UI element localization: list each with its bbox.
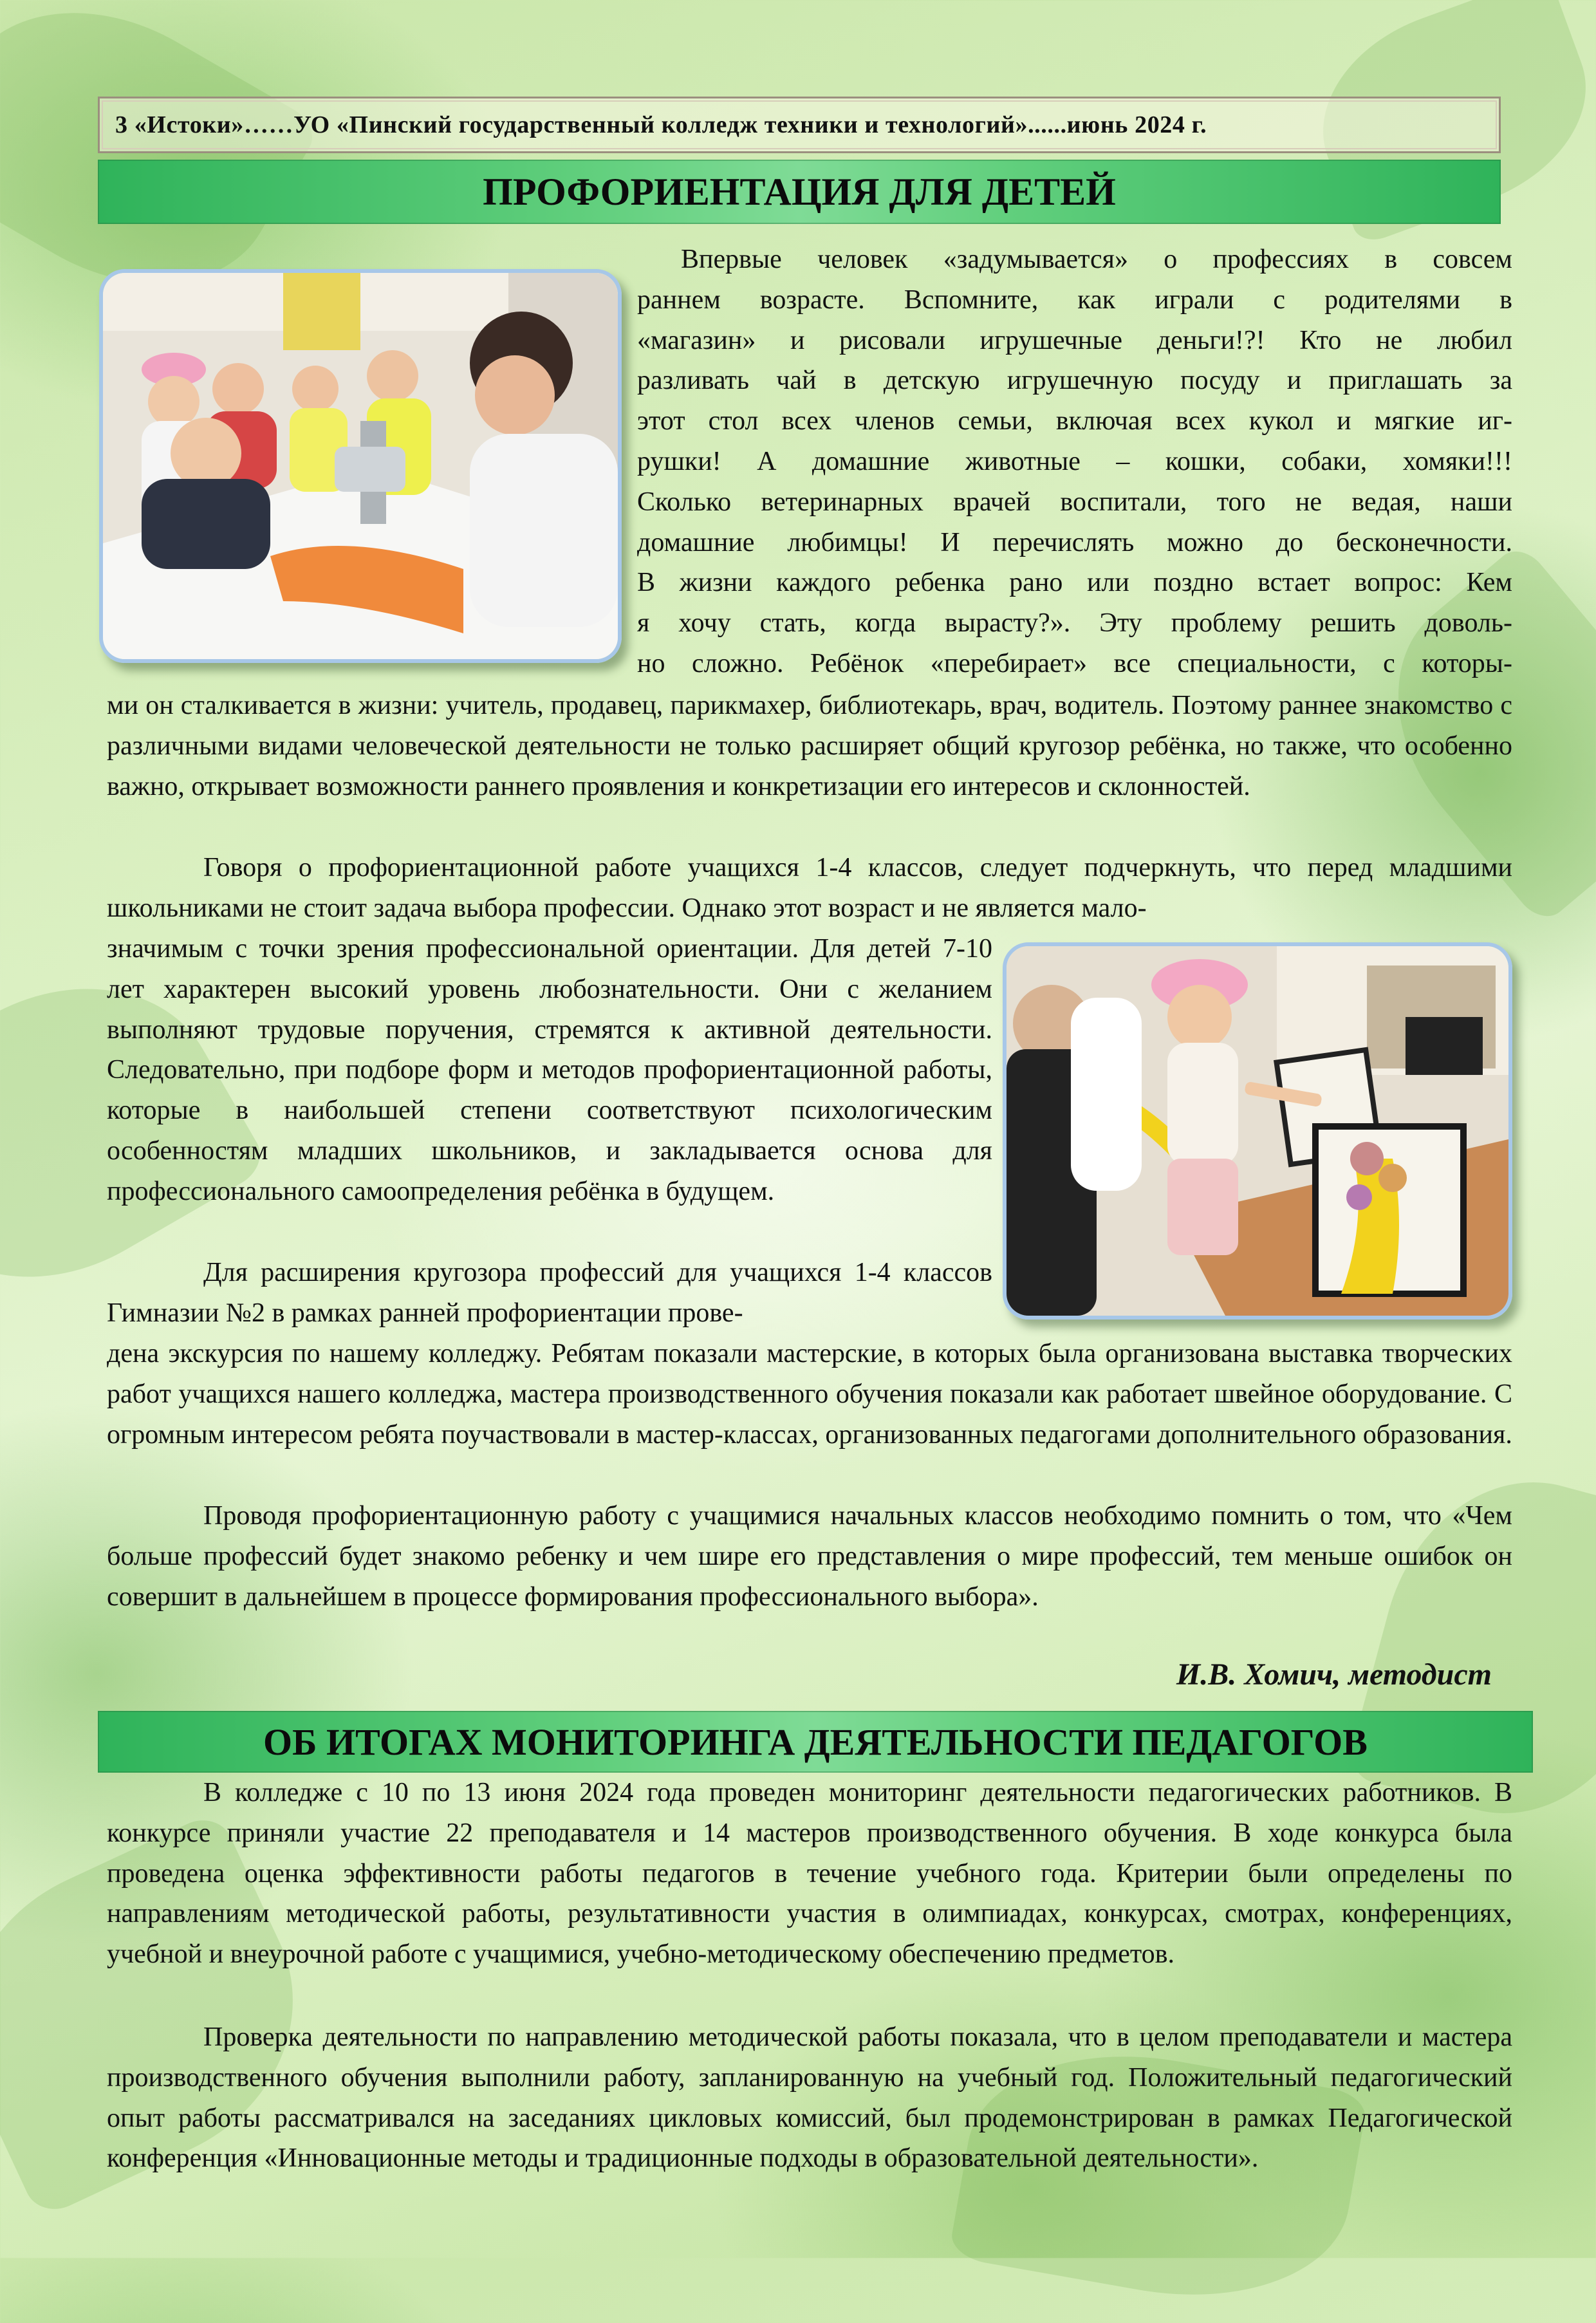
- article2-paragraph1: В колледже с 10 по 13 июня 2024 года проведен мониторинг деятельности педагогических работников. В конкурсе приняли участие 22 преподавателя и 14 мастеров производственного обучения. В ходе конкурса была проведена оценка эффективности работы педагогов в течение учебного года. Критерии были определены по направлениям методической работы, результативности участия в олимпиадах, конкурсах, смотрах, конференциях, учебной и внеурочной работе с учащимися, учебно-методическому обеспечению предметов.: [107, 1778, 1512, 1970]
- article-title: ОБ ИТОГАХ МОНИТОРИНГА ДЕЯТЕЛЬНОСТИ ПЕДАГОГОВ: [263, 1721, 1368, 1763]
- exhibition-photo: [1003, 942, 1512, 1320]
- text-line: я хочу стать, когда вырасту?». Эту проблему решить доволь-: [637, 608, 1512, 639]
- text-line: «магазин» и рисовали игрушечные деньги!?! Кто не любил: [637, 325, 1512, 355]
- text-line: Впервые человек «задумывается» о профессиях в совсем: [681, 245, 1512, 274]
- article1-paragraph2-intro: Говоря о профориентационной работе учащихся 1-4 классов, следует подчеркнуть, что перед младшими школьниками не стоит задача выбора профессии. Однако этот возраст и не является мало-: [107, 853, 1512, 923]
- author-signature: И.В. Хомич, методист: [1176, 1657, 1492, 1692]
- text-line: рушки! А домашние животные – кошки, собаки, хомяки!!!: [637, 446, 1512, 476]
- text-line: Сколько ветеринарных врачей воспитали, того не ведая, наши: [637, 487, 1512, 517]
- article1-paragraph3-rest: дена экскурсия по нашему колледжу. Ребятам показали мастерские, в которых была организована выставка творческих работ учащихся нашего колледжа, мастера производственного обучения показали как работает швейное оборудование. С огромным интересом ребята поучаствовали в мастер-классах, организованных педагогами дополнительного образования.: [107, 1339, 1512, 1450]
- article1-paragraph3-beside-photo: Для расширения кругозора профессий для учащихся 1-4 классов Гимназии №2 в рамках ранней профориентации прове-: [107, 1258, 992, 1328]
- text-line: раннем возрасте. Вспомните, как играли с родителями в: [637, 285, 1512, 315]
- article1-paragraph4: Проводя профориентационную работу с учащимися начальных классов необходимо помнить о том, что «Чем больше профессий будет знакомо ребенку и чем шире его представления о мире профессий, тем меньше ошибок он совершит в дальнейшем в процессе формирования профессионального выбора».: [107, 1501, 1512, 1612]
- text-line: В жизни каждого ребенка рано или поздно встает вопрос: Кем: [637, 568, 1512, 598]
- page-header: [98, 97, 1501, 153]
- article1-paragraph1-beside-photo: [637, 239, 1512, 684]
- article1-paragraph1-rest: ми он сталкивается в жизни: учитель, продавец, парикмахер, библиотекарь, врач, водитель. Поэтому раннее знакомство с различными видами человеческой деятельности не только расширяет общий кругозор ребёнка, но также, что особенно важно, открывает возможности раннего проявления и конкретизации его интересов и склонностей.: [107, 691, 1512, 801]
- article-title: ПРОФОРИЕНТАЦИЯ ДЛЯ ДЕТЕЙ: [483, 170, 1116, 213]
- article1-paragraph2-beside-photo: значимым с точки зрения профессиональной ориентации. Для детей 7-10 лет характерен высокий уровень любознательности. Они с желанием выполняют трудовые поручения, стремятся к активной деятельности. Следовательно, при подборе форм и методов профориентационной работы, которые в наибольшей степени соответствуют психологическим особенностям младших школьников, и закладывается основа для профессионального самоопределения ребёнка в будущем.: [107, 934, 992, 1206]
- article2-paragraph2: Проверка деятельности по направлению методической работы показала, что в целом преподаватели и мастера производственного обучения выполнили работу, запланированную на учебный год. Положительный педагогический опыт работы рассматривался на заседаниях цикловых комиссий, был продемонстрирован в рамках Педагогической конференция «Инновационные методы и традиционные подходы в образовательной деятельности».: [107, 2022, 1512, 2174]
- text-line: этот стол всех членов семьи, включая всех кукол и мягкие иг-: [637, 406, 1512, 436]
- sewing-workshop-photo: [99, 269, 622, 663]
- article-title-bar: [98, 1711, 1533, 1773]
- article-title-bar: [98, 160, 1501, 224]
- text-line: домашние любимцы! И перечислять можно до бесконечности.: [637, 527, 1512, 557]
- header-text: 3 «Истоки»……УО «Пинский государственный колледж техники и технологий»......июнь 2024 г.: [115, 111, 1207, 138]
- text-line: но сложно. Ребёнок «перебирает» все специальности, с которы-: [637, 648, 1512, 678]
- text-line: разливать чай в детскую игрушечную посуду и приглашать за: [637, 366, 1512, 396]
